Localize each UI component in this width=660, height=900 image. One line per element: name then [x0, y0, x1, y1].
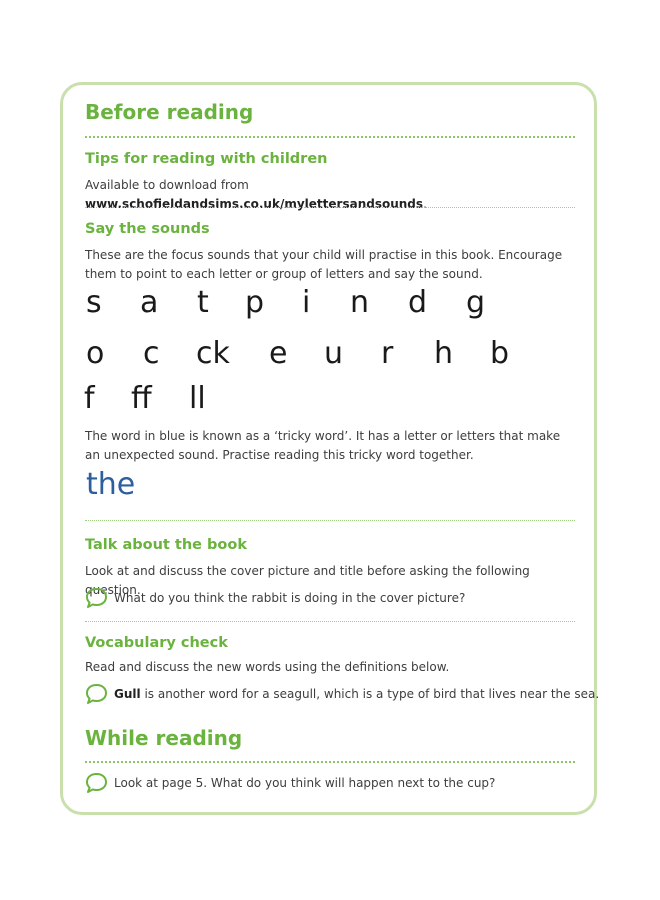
divider [85, 136, 575, 138]
tips-heading: Tips for reading with children [85, 151, 328, 167]
sound-ck: ck [196, 336, 230, 371]
sound-b: b [490, 336, 510, 371]
sound-i: i [302, 285, 311, 320]
sound-u: u [324, 336, 344, 371]
sound-c: c [143, 336, 160, 371]
download-link[interactable]: www.schofieldandsims.co.uk/mylettersandsounds [85, 197, 424, 211]
sound-e: e [269, 336, 288, 371]
sound-ff: ff [131, 381, 152, 416]
speech-bubble-icon [85, 587, 108, 609]
while-reading-title: While reading [85, 726, 243, 750]
speech-bubble-icon [85, 683, 108, 705]
talk-heading: Talk about the book [85, 537, 247, 553]
sound-d: d [408, 285, 428, 320]
tricky-intro: The word in blue is known as a ‘tricky word’. It has a letter or letters that make an unexpected sound. Practise reading this tricky word together. [85, 429, 561, 462]
vocab-intro: Read and discuss the new words using the definitions below. [85, 660, 450, 674]
tricky-word: the [86, 467, 136, 502]
while-question [85, 772, 577, 794]
sound-a: a [140, 285, 159, 320]
sound-r: r [381, 336, 394, 371]
divider [85, 520, 575, 521]
sound-t: t [197, 285, 209, 320]
vocab-definition [85, 683, 600, 705]
sound-p: p [245, 285, 265, 320]
divider [85, 761, 575, 763]
talk-intro: Look at and discuss the cover picture and title before asking the following question. [85, 564, 530, 597]
vocab-heading: Vocabulary check [85, 635, 228, 651]
talk-question-text: What do you think the rabbit is doing in the cover picture? [114, 591, 466, 605]
sounds-heading: Say the sounds [85, 221, 210, 237]
before-reading-title: Before reading [85, 100, 254, 124]
sound-s: s [86, 285, 102, 320]
sound-o: o [86, 336, 105, 371]
sounds-intro: These are the focus sounds that your child will practise in this book. Encourage them to point to each letter or group of letters and say the sound. [85, 248, 563, 281]
speech-bubble-icon [85, 772, 108, 794]
sound-n: n [350, 285, 370, 320]
sound-g: g [466, 285, 486, 320]
divider [85, 621, 575, 622]
sound-ll: ll [189, 381, 206, 416]
tips-text: Available to download from www.schofieldandsims.co.uk/mylettersandsounds. [85, 178, 427, 211]
while-question-text: Look at page 5. What do you think will happen next to the cup? [114, 776, 496, 790]
sound-h: h [434, 336, 454, 371]
talk-question [85, 587, 577, 609]
vocab-word: Gull [114, 687, 141, 701]
vocab-definition-text: Gull is another word for a seagull, which is a type of bird that lives near the sea. [114, 687, 600, 701]
divider [85, 207, 575, 208]
sound-f: f [84, 381, 95, 416]
